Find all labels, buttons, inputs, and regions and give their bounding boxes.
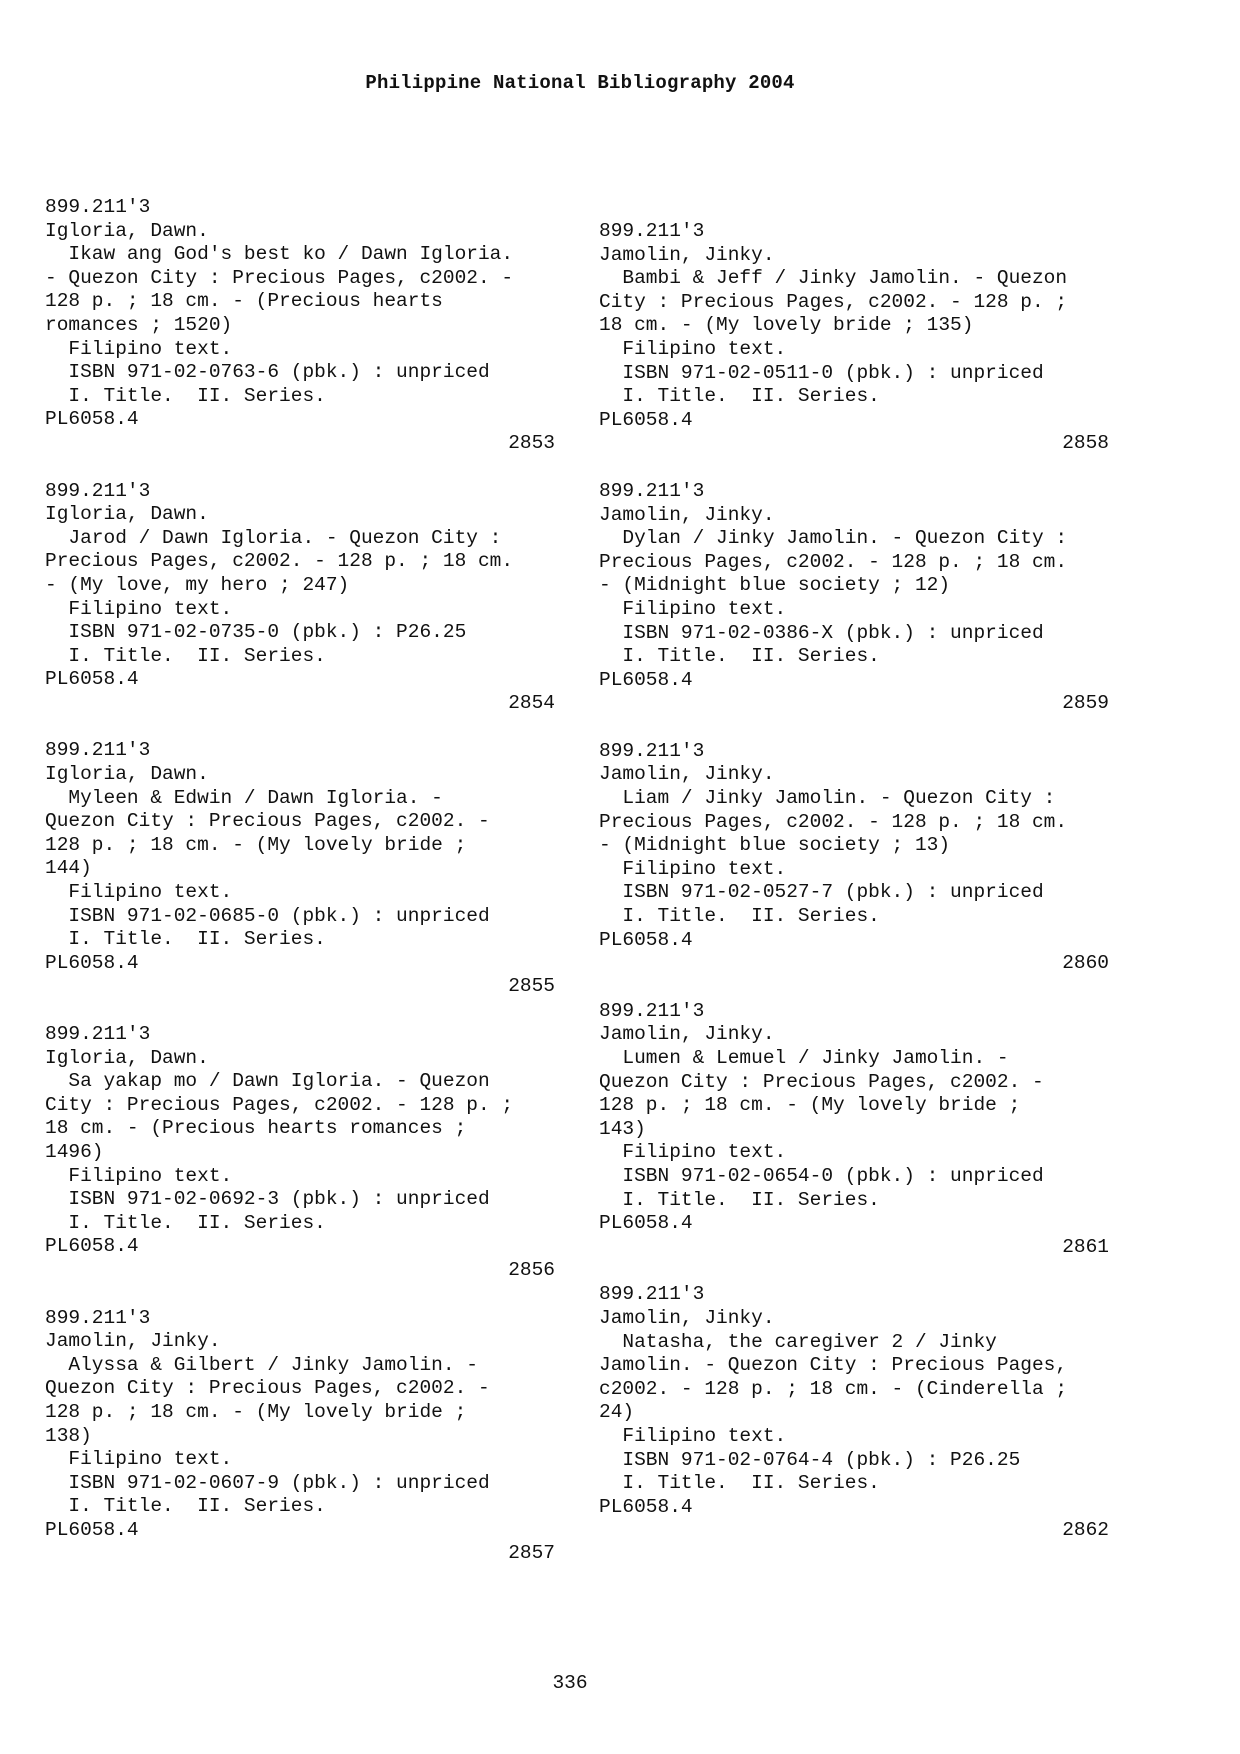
- entry-line: Filipino text.: [45, 1164, 233, 1187]
- entry-line: 138): [45, 1424, 92, 1447]
- entry-line: 899.211'3: [45, 739, 151, 762]
- entry-line: PL6058.4: [45, 1235, 139, 1258]
- entry-number: 2860: [1062, 952, 1109, 975]
- entry-line: PL6058.4: [599, 668, 693, 691]
- entry-line: Jamolin, Jinky.: [45, 1330, 221, 1353]
- entry-line: ISBN 971-02-0527-7 (pbk.) : unpriced: [599, 881, 1044, 904]
- entry-line: 899.211'3: [45, 196, 151, 218]
- entry-line: Jamolin, Jinky.: [599, 1023, 775, 1046]
- entry-line: Filipino text.: [45, 337, 233, 360]
- entry-line: Quezon City : Precious Pages, c2002. -: [599, 1070, 1044, 1093]
- entry-line: PL6058.4: [45, 1518, 139, 1541]
- entry-line: - (Midnight blue society ; 12): [599, 574, 951, 597]
- entry-line: Igloria, Dawn.: [45, 219, 209, 242]
- entry-line: Filipino text.: [599, 597, 787, 620]
- entry-number: 2862: [1062, 1519, 1109, 1542]
- bibliography-entry: [45, 739, 555, 999]
- bibliography-entry: [45, 480, 555, 716]
- entry-line: 899.211'3: [599, 1283, 705, 1306]
- entry-line: PL6058.4: [599, 408, 693, 431]
- entry-line: I. Title. II. Series.: [599, 1472, 880, 1495]
- entry-line: ISBN 971-02-0607-9 (pbk.) : unpriced: [45, 1471, 490, 1494]
- entry-line: Filipino text.: [45, 881, 233, 904]
- entry-line: I. Title. II. Series.: [45, 1211, 326, 1234]
- entry-line: - Quezon City : Precious Pages, c2002. -: [45, 266, 514, 289]
- entry-line: ISBN 971-02-0511-0 (pbk.) : unpriced: [599, 361, 1044, 384]
- entry-line: Filipino text.: [45, 597, 233, 620]
- entry-line: 899.211'3: [599, 479, 705, 502]
- left-column: [45, 196, 555, 1590]
- entry-line: PL6058.4: [45, 951, 139, 974]
- entry-line: PL6058.4: [599, 1212, 693, 1235]
- entry-line: romances ; 1520): [45, 313, 233, 336]
- bibliography-entry: [599, 220, 1109, 456]
- entry-line: 128 p. ; 18 cm. - (Precious hearts: [45, 290, 443, 313]
- entry-line: Igloria, Dawn.: [45, 763, 209, 786]
- entry-number: 2858: [1062, 432, 1109, 455]
- entry-line: I. Title. II. Series.: [45, 1495, 326, 1518]
- right-column: [599, 220, 1109, 1567]
- entry-line: ISBN 971-02-0735-0 (pbk.) : P26.25: [45, 621, 467, 644]
- entry-number: 2861: [1062, 1235, 1109, 1258]
- entry-line: I. Title. II. Series.: [45, 384, 326, 407]
- entry-number: 2853: [508, 431, 555, 454]
- entry-line: Filipino text.: [599, 857, 787, 880]
- entry-line: Dylan / Jinky Jamolin. - Quezon City :: [599, 527, 1068, 550]
- bibliography-entry: [599, 1000, 1109, 1260]
- entry-line: 899.211'3: [599, 220, 705, 242]
- entry-number: 2855: [508, 975, 555, 998]
- bibliography-entry: [599, 480, 1109, 716]
- entry-line: Natasha, the caregiver 2 / Jinky: [599, 1330, 997, 1353]
- entry-line: Alyssa & Gilbert / Jinky Jamolin. -: [45, 1353, 478, 1376]
- entry-line: 899.211'3: [599, 739, 705, 762]
- entry-line: Igloria, Dawn.: [45, 1046, 209, 1069]
- entry-line: I. Title. II. Series.: [599, 645, 880, 668]
- entry-line: PL6058.4: [45, 408, 139, 431]
- entry-line: c2002. - 128 p. ; 18 cm. - (Cinderella ;: [599, 1377, 1068, 1400]
- entry-line: 24): [599, 1401, 635, 1424]
- entry-line: Jamolin, Jinky.: [599, 503, 775, 526]
- entry-line: ISBN 971-02-0692-3 (pbk.) : unpriced: [45, 1188, 490, 1211]
- entry-line: Filipino text.: [599, 1141, 787, 1164]
- entry-line: Jamolin, Jinky.: [599, 763, 775, 786]
- page-title: Philippine National Bibliography 2004: [365, 72, 795, 94]
- entry-line: 18 cm. - (Precious hearts romances ;: [45, 1117, 467, 1140]
- entry-line: ISBN 971-02-0763-6 (pbk.) : unpriced: [45, 361, 490, 384]
- entry-line: City : Precious Pages, c2002. - 128 p. ;: [45, 1093, 514, 1116]
- entry-line: Sa yakap mo / Dawn Igloria. - Quezon: [45, 1070, 490, 1093]
- entry-line: ISBN 971-02-0386-X (pbk.) : unpriced: [599, 621, 1044, 644]
- bibliography-entry: [45, 1307, 555, 1567]
- entry-line: Myleen & Edwin / Dawn Igloria. -: [45, 786, 443, 809]
- entry-line: 128 p. ; 18 cm. - (My lovely bride ;: [599, 1094, 1021, 1117]
- entry-line: 899.211'3: [45, 1306, 151, 1329]
- entry-line: Precious Pages, c2002. - 128 p. ; 18 cm.: [599, 550, 1068, 573]
- entry-line: I. Title. II. Series.: [45, 928, 326, 951]
- entry-line: I. Title. II. Series.: [45, 644, 326, 667]
- entry-line: Precious Pages, c2002. - 128 p. ; 18 cm.: [599, 810, 1068, 833]
- entry-line: 899.211'3: [45, 479, 151, 502]
- entry-line: ISBN 971-02-0685-0 (pbk.) : unpriced: [45, 904, 490, 927]
- entry-line: - (Midnight blue society ; 13): [599, 834, 951, 857]
- entry-line: Quezon City : Precious Pages, c2002. -: [45, 810, 490, 833]
- entry-number: 2856: [508, 1258, 555, 1281]
- entry-line: Jamolin. - Quezon City : Precious Pages,: [599, 1354, 1068, 1377]
- entry-line: PL6058.4: [599, 1495, 693, 1518]
- entry-line: Precious Pages, c2002. - 128 p. ; 18 cm.: [45, 550, 514, 573]
- entry-line: City : Precious Pages, c2002. - 128 p. ;: [599, 290, 1068, 313]
- entry-line: ISBN 971-02-0654-0 (pbk.) : unpriced: [599, 1164, 1044, 1187]
- entry-line: Lumen & Lemuel / Jinky Jamolin. -: [599, 1047, 1009, 1069]
- entry-line: Bambi & Jeff / Jinky Jamolin. - Quezon: [599, 267, 1068, 290]
- entry-line: PL6058.4: [45, 668, 139, 691]
- entry-line: - (My love, my hero ; 247): [45, 573, 350, 596]
- entry-line: 899.211'3: [599, 999, 705, 1022]
- entry-line: 18 cm. - (My lovely bride ; 135): [599, 314, 974, 337]
- entry-line: 899.211'3: [45, 1023, 151, 1045]
- entry-line: 144): [45, 857, 92, 880]
- bibliography-entry: [599, 1283, 1109, 1543]
- entry-line: 128 p. ; 18 cm. - (My lovely bride ;: [45, 833, 467, 856]
- bibliography-entry: [45, 1023, 555, 1283]
- entry-number: 2859: [1062, 692, 1109, 715]
- entry-line: Filipino text.: [45, 1448, 233, 1471]
- entry-line: Filipino text.: [599, 337, 787, 360]
- page-number: 336: [552, 1672, 588, 1694]
- entry-line: ISBN 971-02-0764-4 (pbk.) : P26.25: [599, 1448, 1021, 1471]
- entry-line: 1496): [45, 1140, 104, 1163]
- entry-line: I. Title. II. Series.: [599, 385, 880, 408]
- bibliography-entry: [599, 740, 1109, 976]
- entry-line: Filipino text.: [599, 1424, 787, 1447]
- entry-line: 143): [599, 1117, 646, 1140]
- entry-line: Quezon City : Precious Pages, c2002. -: [45, 1377, 490, 1400]
- entry-line: Ikaw ang God's best ko / Dawn Igloria.: [45, 243, 514, 266]
- entry-line: Liam / Jinky Jamolin. - Quezon City :: [599, 787, 1056, 810]
- entry-line: Jamolin, Jinky.: [599, 1306, 775, 1329]
- entry-line: I. Title. II. Series.: [599, 1188, 880, 1211]
- entry-line: 128 p. ; 18 cm. - (My lovely bride ;: [45, 1400, 467, 1423]
- bibliography-entry: [45, 196, 555, 456]
- entry-line: Igloria, Dawn.: [45, 503, 209, 526]
- entry-line: PL6058.4: [599, 928, 693, 951]
- entry-line: Jarod / Dawn Igloria. - Quezon City :: [45, 526, 502, 549]
- entry-number: 2854: [508, 691, 555, 714]
- entry-line: Jamolin, Jinky.: [599, 243, 775, 266]
- entry-line: I. Title. II. Series.: [599, 905, 880, 928]
- entry-number: 2857: [508, 1542, 555, 1565]
